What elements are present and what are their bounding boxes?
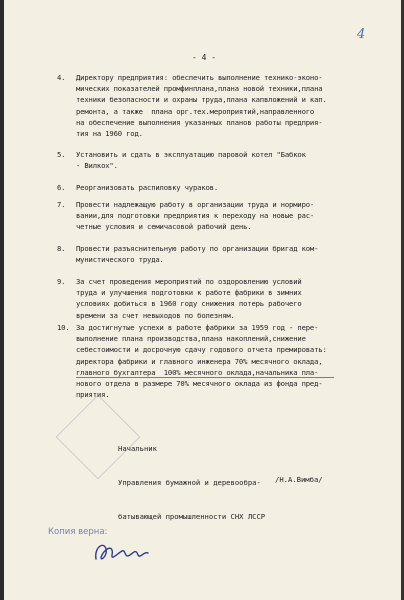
signature-title [118, 421, 265, 544]
item-line: За счет проведения мероприятий по оздоровлению условий [76, 277, 302, 286]
item-line: на обеспечение выполнения указанных планов работы предприя- [76, 117, 323, 127]
item-line: приятия. [76, 390, 110, 400]
item-line: За достигнутые успехи в работе фабрики за 1959 год - пере- [76, 323, 319, 332]
page-number: - 4 - [192, 53, 217, 62]
signature-title-line: Управления бумажной и деревообра- [118, 478, 261, 488]
item-line: директора фабрики и главного инженера 70% месячного оклада, [76, 356, 323, 366]
copy-certified-stamp: Копия верна: [48, 527, 108, 537]
item-line: вании,для подготовки предприятия к переходу на новые рас- [76, 211, 315, 221]
item-line: тия на 1960 год. [76, 129, 143, 138]
item-line: условиях добиться в 1960 году снижения потерь рабочего [76, 299, 302, 309]
item-line: - Вилкох". [76, 161, 118, 171]
item-line: Провести разъяснительную работу по организации бригад ком- [76, 244, 319, 253]
folio-mark: 4 [357, 27, 366, 42]
item-line: себестоимости и досрочную сдачу годового отчета премировать: [76, 345, 327, 355]
signature-title-line: батывающей промышленности СНХ ЛССР [118, 511, 266, 521]
item-line: ремонта, а также плана орг.тех.мероприятий,направленного [76, 106, 315, 116]
item-line: Директору предприятия: обеспечить выполнение технико-эконо- [76, 73, 323, 82]
item-line: мунистического труда. [76, 255, 164, 265]
item-line: времени за счет невыходов по болезням. [76, 310, 235, 320]
item-number: 4. [57, 73, 66, 82]
item-line: нового отдела в размере 70% месячного оклада из фонда пред- [76, 379, 323, 388]
item-line: техники безопасности и охраны труда,плана капвложений и кап. [76, 95, 327, 105]
red-underline [76, 377, 334, 378]
item-line: выполнение плана производства,плана накоплений,снижение [76, 334, 306, 344]
handwritten-signature [90, 537, 160, 567]
item-line: труда и улучшения подготовки к работе фабрики в зимних [76, 288, 302, 298]
item-line: четные условия и семичасовой рабочий день. [76, 222, 252, 232]
item-number: 8. [57, 244, 66, 253]
item-number: 6. [57, 183, 66, 192]
item-number: 5. [57, 150, 66, 159]
item-number: 7. [57, 200, 66, 209]
item-line: Реорганизовать распиловку чураков. [76, 183, 219, 192]
item-line: Установить и сдать в эксплуатацию паровой котел "Бабкок [76, 150, 306, 159]
signatory-name: /Н.А.Вимба/ [275, 475, 323, 484]
item-line: Провести надлежащую работу в организации труда и нормиро- [76, 200, 315, 209]
scan-border-left [0, 0, 4, 600]
item-line: мических показателей промфинплана,плана новой техники,плана [76, 84, 323, 94]
item-number: 9. [57, 277, 66, 286]
signature-title-line: Начальник [118, 444, 157, 454]
item-line: главного бухгалтера 100% месячного оклада,начальника пла- [76, 367, 319, 377]
item-number: 10. [57, 323, 70, 332]
